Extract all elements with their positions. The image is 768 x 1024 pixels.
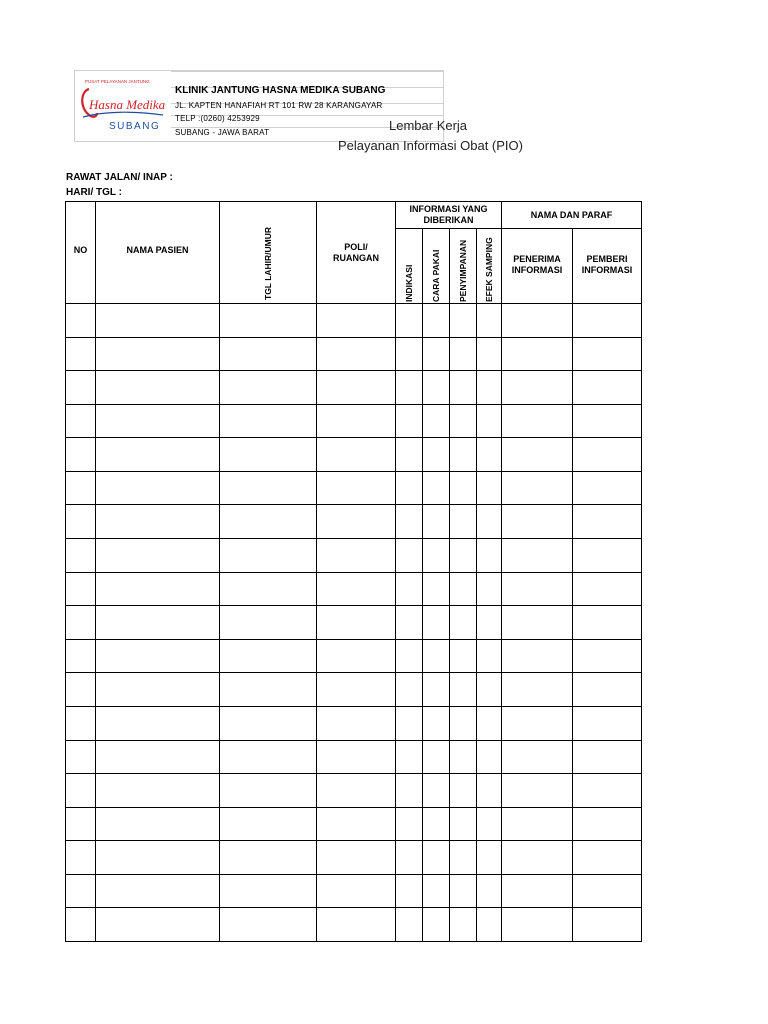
clinic-phone: TELP :(0260) 4253929 — [175, 114, 260, 123]
cell-cara[interactable] — [422, 639, 450, 673]
header-penerima-label-2: INFORMASI — [511, 265, 563, 275]
cell-poli[interactable] — [316, 639, 396, 673]
cell-penyimpanan[interactable] — [449, 639, 477, 673]
cell-pemberi[interactable] — [572, 773, 642, 808]
header-penerima — [501, 228, 573, 304]
document-title-line1: Lembar Kerja — [389, 118, 468, 133]
cell-tgl[interactable] — [219, 572, 317, 606]
cell-tgl[interactable] — [219, 303, 317, 338]
header-tgl-label: TGL LAHIR/UMUR — [263, 226, 273, 300]
cell-indikasi[interactable] — [395, 639, 423, 673]
cell-poli[interactable] — [316, 907, 396, 942]
cell-poli[interactable] — [316, 874, 396, 908]
cell-no[interactable] — [65, 471, 96, 505]
cell-penerima[interactable] — [501, 874, 573, 908]
cell-poli[interactable] — [316, 404, 396, 438]
cell-indikasi[interactable] — [395, 672, 423, 707]
cell-pemberi[interactable] — [572, 807, 642, 841]
header-cara-label: CARA PAKAI — [431, 249, 441, 302]
header-poli-label-1: POLI/ — [344, 242, 368, 252]
cell-no[interactable] — [65, 370, 96, 405]
cell-tgl[interactable] — [219, 404, 317, 438]
cell-penerima[interactable] — [501, 605, 573, 640]
cell-no[interactable] — [65, 807, 96, 841]
cell-poli[interactable] — [316, 437, 396, 472]
cell-pemberi[interactable] — [572, 605, 642, 640]
cell-tgl[interactable] — [219, 773, 317, 808]
cell-penerima[interactable] — [501, 672, 573, 707]
cell-pemberi[interactable] — [572, 672, 642, 707]
cell-nama[interactable] — [95, 773, 220, 808]
cell-tgl[interactable] — [219, 471, 317, 505]
cell-pemberi[interactable] — [572, 907, 642, 942]
cell-penerima[interactable] — [501, 404, 573, 438]
cell-pemberi[interactable] — [572, 740, 642, 774]
cell-indikasi[interactable] — [395, 538, 423, 573]
cell-efek[interactable] — [476, 337, 502, 371]
cell-pemberi[interactable] — [572, 639, 642, 673]
cell-penerima[interactable] — [501, 740, 573, 774]
cell-no[interactable] — [65, 773, 96, 808]
cell-penerima[interactable] — [501, 840, 573, 875]
cell-cara[interactable] — [422, 404, 450, 438]
cell-cara[interactable] — [422, 672, 450, 707]
cell-penyimpanan[interactable] — [449, 572, 477, 606]
cell-poli[interactable] — [316, 471, 396, 505]
cell-nama[interactable] — [95, 538, 220, 573]
cell-penerima[interactable] — [501, 773, 573, 808]
cell-pemberi[interactable] — [572, 337, 642, 371]
cell-tgl[interactable] — [219, 538, 317, 573]
cell-nama[interactable] — [95, 672, 220, 707]
cell-penerima[interactable] — [501, 907, 573, 942]
cell-penyimpanan[interactable] — [449, 807, 477, 841]
header-nama — [95, 201, 220, 304]
cell-nama[interactable] — [95, 639, 220, 673]
cell-pemberi[interactable] — [572, 303, 642, 338]
cell-no[interactable] — [65, 672, 96, 707]
cell-cara[interactable] — [422, 572, 450, 606]
header-poli — [316, 201, 396, 304]
cell-cara[interactable] — [422, 773, 450, 808]
cell-poli[interactable] — [316, 773, 396, 808]
cell-efek[interactable] — [476, 572, 502, 606]
header-pemberi — [572, 228, 642, 304]
cell-no[interactable] — [65, 504, 96, 539]
logo-city-text: SUBANG — [109, 121, 161, 132]
cell-indikasi[interactable] — [395, 404, 423, 438]
cell-tgl[interactable] — [219, 639, 317, 673]
cell-cara[interactable] — [422, 538, 450, 573]
cell-penyimpanan[interactable] — [449, 672, 477, 707]
cell-penerima[interactable] — [501, 504, 573, 539]
cell-no[interactable] — [65, 840, 96, 875]
cell-efek[interactable] — [476, 740, 502, 774]
cell-cara[interactable] — [422, 605, 450, 640]
cell-penyimpanan[interactable] — [449, 337, 477, 371]
cell-indikasi[interactable] — [395, 572, 423, 606]
cell-efek[interactable] — [476, 840, 502, 875]
cell-no[interactable] — [65, 639, 96, 673]
heart-logo-icon — [75, 71, 171, 141]
header-penerima-label-1: PENERIMA — [513, 254, 561, 264]
header-indikasi — [395, 228, 423, 304]
cell-no[interactable] — [65, 303, 96, 338]
cell-poli[interactable] — [316, 605, 396, 640]
cell-cara[interactable] — [422, 303, 450, 338]
cell-penyimpanan[interactable] — [449, 538, 477, 573]
cell-pemberi[interactable] — [572, 538, 642, 573]
cell-pemberi[interactable] — [572, 840, 642, 875]
cell-pemberi[interactable] — [572, 471, 642, 505]
cell-tgl[interactable] — [219, 337, 317, 371]
cell-penyimpanan[interactable] — [449, 471, 477, 505]
header-info-group — [395, 201, 502, 229]
cell-pemberi[interactable] — [572, 404, 642, 438]
cell-efek[interactable] — [476, 303, 502, 338]
cell-no[interactable] — [65, 740, 96, 774]
cell-indikasi[interactable] — [395, 907, 423, 942]
cell-penerima[interactable] — [501, 807, 573, 841]
cell-nama[interactable] — [95, 504, 220, 539]
cell-nama[interactable] — [95, 740, 220, 774]
cell-indikasi[interactable] — [395, 370, 423, 405]
cell-efek[interactable] — [476, 773, 502, 808]
cell-indikasi[interactable] — [395, 874, 423, 908]
cell-nama[interactable] — [95, 404, 220, 438]
cell-efek[interactable] — [476, 706, 502, 741]
cell-indikasi[interactable] — [395, 471, 423, 505]
cell-no[interactable] — [65, 572, 96, 606]
cell-poli[interactable] — [316, 538, 396, 573]
header-pemberi-label-1: PEMBERI — [586, 254, 628, 264]
cell-poli[interactable] — [316, 303, 396, 338]
header-no-label: NO — [73, 245, 88, 255]
cell-indikasi[interactable] — [395, 740, 423, 774]
cell-pemberi[interactable] — [572, 370, 642, 405]
cell-tgl[interactable] — [219, 874, 317, 908]
header-indikasi-label: INDIKASI — [404, 264, 414, 302]
header-no — [65, 201, 96, 304]
cell-nama[interactable] — [95, 874, 220, 908]
cell-penyimpanan[interactable] — [449, 907, 477, 942]
cell-efek[interactable] — [476, 639, 502, 673]
cell-no[interactable] — [65, 437, 96, 472]
clinic-name: KLINIK JANTUNG HASNA MEDIKA SUBANG — [175, 85, 386, 96]
pio-table — [65, 201, 642, 941]
cell-efek[interactable] — [476, 605, 502, 640]
cell-pemberi[interactable] — [572, 437, 642, 472]
header-nama-label: NAMA PASIEN — [126, 245, 189, 255]
cell-cara[interactable] — [422, 370, 450, 405]
cell-nama[interactable] — [95, 605, 220, 640]
header-efek-label: EFEK SAMPING — [484, 237, 494, 302]
cell-penerima[interactable] — [501, 538, 573, 573]
cell-efek[interactable] — [476, 538, 502, 573]
cell-tgl[interactable] — [219, 840, 317, 875]
cell-penerima[interactable] — [501, 706, 573, 741]
cell-no[interactable] — [65, 706, 96, 741]
cell-penyimpanan[interactable] — [449, 706, 477, 741]
cell-penerima[interactable] — [501, 370, 573, 405]
cell-no[interactable] — [65, 337, 96, 371]
cell-indikasi[interactable] — [395, 840, 423, 875]
clinic-logo — [75, 71, 171, 141]
cell-cara[interactable] — [422, 337, 450, 371]
header-poli-label-2: RUANGAN — [333, 253, 379, 263]
logo-brand-text: Hasna Medika — [89, 97, 166, 112]
cell-indikasi[interactable] — [395, 807, 423, 841]
cell-penerima[interactable] — [501, 337, 573, 371]
cell-tgl[interactable] — [219, 370, 317, 405]
cell-tgl[interactable] — [219, 706, 317, 741]
cell-cara[interactable] — [422, 437, 450, 472]
cell-efek[interactable] — [476, 404, 502, 438]
cell-penyimpanan[interactable] — [449, 740, 477, 774]
cell-poli[interactable] — [316, 572, 396, 606]
cell-pemberi[interactable] — [572, 572, 642, 606]
cell-cara[interactable] — [422, 840, 450, 875]
cell-nama[interactable] — [95, 807, 220, 841]
cell-indikasi[interactable] — [395, 706, 423, 741]
cell-penerima[interactable] — [501, 303, 573, 338]
cell-cara[interactable] — [422, 740, 450, 774]
header-penyimpanan — [449, 228, 477, 304]
cell-poli[interactable] — [316, 370, 396, 405]
cell-tgl[interactable] — [219, 504, 317, 539]
header-tgl — [219, 201, 317, 304]
cell-cara[interactable] — [422, 504, 450, 539]
cell-indikasi[interactable] — [395, 504, 423, 539]
header-paraf-group — [501, 201, 642, 229]
cell-no[interactable] — [65, 538, 96, 573]
cell-no[interactable] — [65, 874, 96, 908]
cell-poli[interactable] — [316, 672, 396, 707]
header-info-label-1: INFORMASI YANG — [409, 204, 488, 214]
cell-penerima[interactable] — [501, 639, 573, 673]
cell-indikasi[interactable] — [395, 303, 423, 338]
cell-penerima[interactable] — [501, 437, 573, 472]
cell-penyimpanan[interactable] — [449, 303, 477, 338]
header-cara — [422, 228, 450, 304]
cell-penyimpanan[interactable] — [449, 773, 477, 808]
header-penyimpanan-label: PENYIMPANAN — [458, 239, 468, 302]
cell-pemberi[interactable] — [572, 706, 642, 741]
cell-nama[interactable] — [95, 337, 220, 371]
field-rawat-label: RAWAT JALAN/ INAP : — [66, 172, 173, 183]
cell-poli[interactable] — [316, 807, 396, 841]
cell-pemberi[interactable] — [572, 504, 642, 539]
cell-penyimpanan[interactable] — [449, 370, 477, 405]
cell-nama[interactable] — [95, 572, 220, 606]
cell-cara[interactable] — [422, 874, 450, 908]
logo-top-text: PUSAT PELAYANAN JANTUNG — [85, 79, 150, 84]
header-paraf-label: NAMA DAN PARAF — [530, 210, 613, 220]
cell-penyimpanan[interactable] — [449, 404, 477, 438]
cell-penyimpanan[interactable] — [449, 840, 477, 875]
document-title-line2: Pelayanan Informasi Obat (PIO) — [338, 138, 523, 153]
cell-efek[interactable] — [476, 807, 502, 841]
cell-poli[interactable] — [316, 706, 396, 741]
cell-tgl[interactable] — [219, 907, 317, 942]
cell-efek[interactable] — [476, 471, 502, 505]
cell-penyimpanan[interactable] — [449, 874, 477, 908]
cell-nama[interactable] — [95, 437, 220, 472]
header-pemberi-label-2: INFORMASI — [581, 265, 633, 275]
cell-poli[interactable] — [316, 740, 396, 774]
cell-nama[interactable] — [95, 840, 220, 875]
cell-nama[interactable] — [95, 370, 220, 405]
field-hari-label: HARI/ TGL : — [66, 187, 122, 198]
cell-efek[interactable] — [476, 907, 502, 942]
cell-indikasi[interactable] — [395, 605, 423, 640]
cell-efek[interactable] — [476, 874, 502, 908]
cell-efek[interactable] — [476, 672, 502, 707]
cell-indikasi[interactable] — [395, 773, 423, 808]
cell-nama[interactable] — [95, 907, 220, 942]
cell-nama[interactable] — [95, 706, 220, 741]
cell-poli[interactable] — [316, 504, 396, 539]
cell-efek[interactable] — [476, 370, 502, 405]
cell-tgl[interactable] — [219, 807, 317, 841]
cell-efek[interactable] — [476, 504, 502, 539]
cell-penyimpanan[interactable] — [449, 504, 477, 539]
header-efek — [476, 228, 502, 304]
cell-penyimpanan[interactable] — [449, 437, 477, 472]
cell-indikasi[interactable] — [395, 337, 423, 371]
cell-poli[interactable] — [316, 840, 396, 875]
cell-cara[interactable] — [422, 706, 450, 741]
cell-efek[interactable] — [476, 437, 502, 472]
cell-penerima[interactable] — [501, 572, 573, 606]
cell-nama[interactable] — [95, 303, 220, 338]
cell-no[interactable] — [65, 404, 96, 438]
clinic-region: SUBANG - JAWA BARAT — [175, 128, 270, 137]
cell-tgl[interactable] — [219, 437, 317, 472]
cell-no[interactable] — [65, 605, 96, 640]
cell-no[interactable] — [65, 907, 96, 942]
clinic-address: JL. KAPTEN HANAFIAH RT 101 RW 28 KARANGAYAR — [175, 101, 383, 110]
cell-tgl[interactable] — [219, 605, 317, 640]
cell-cara[interactable] — [422, 807, 450, 841]
cell-nama[interactable] — [95, 471, 220, 505]
cell-poli[interactable] — [316, 337, 396, 371]
cell-cara[interactable] — [422, 471, 450, 505]
cell-penyimpanan[interactable] — [449, 605, 477, 640]
cell-cara[interactable] — [422, 907, 450, 942]
cell-pemberi[interactable] — [572, 874, 642, 908]
cell-penerima[interactable] — [501, 471, 573, 505]
header-info-label-2: DIBERIKAN — [423, 215, 474, 225]
cell-tgl[interactable] — [219, 672, 317, 707]
cell-tgl[interactable] — [219, 740, 317, 774]
cell-indikasi[interactable] — [395, 437, 423, 472]
